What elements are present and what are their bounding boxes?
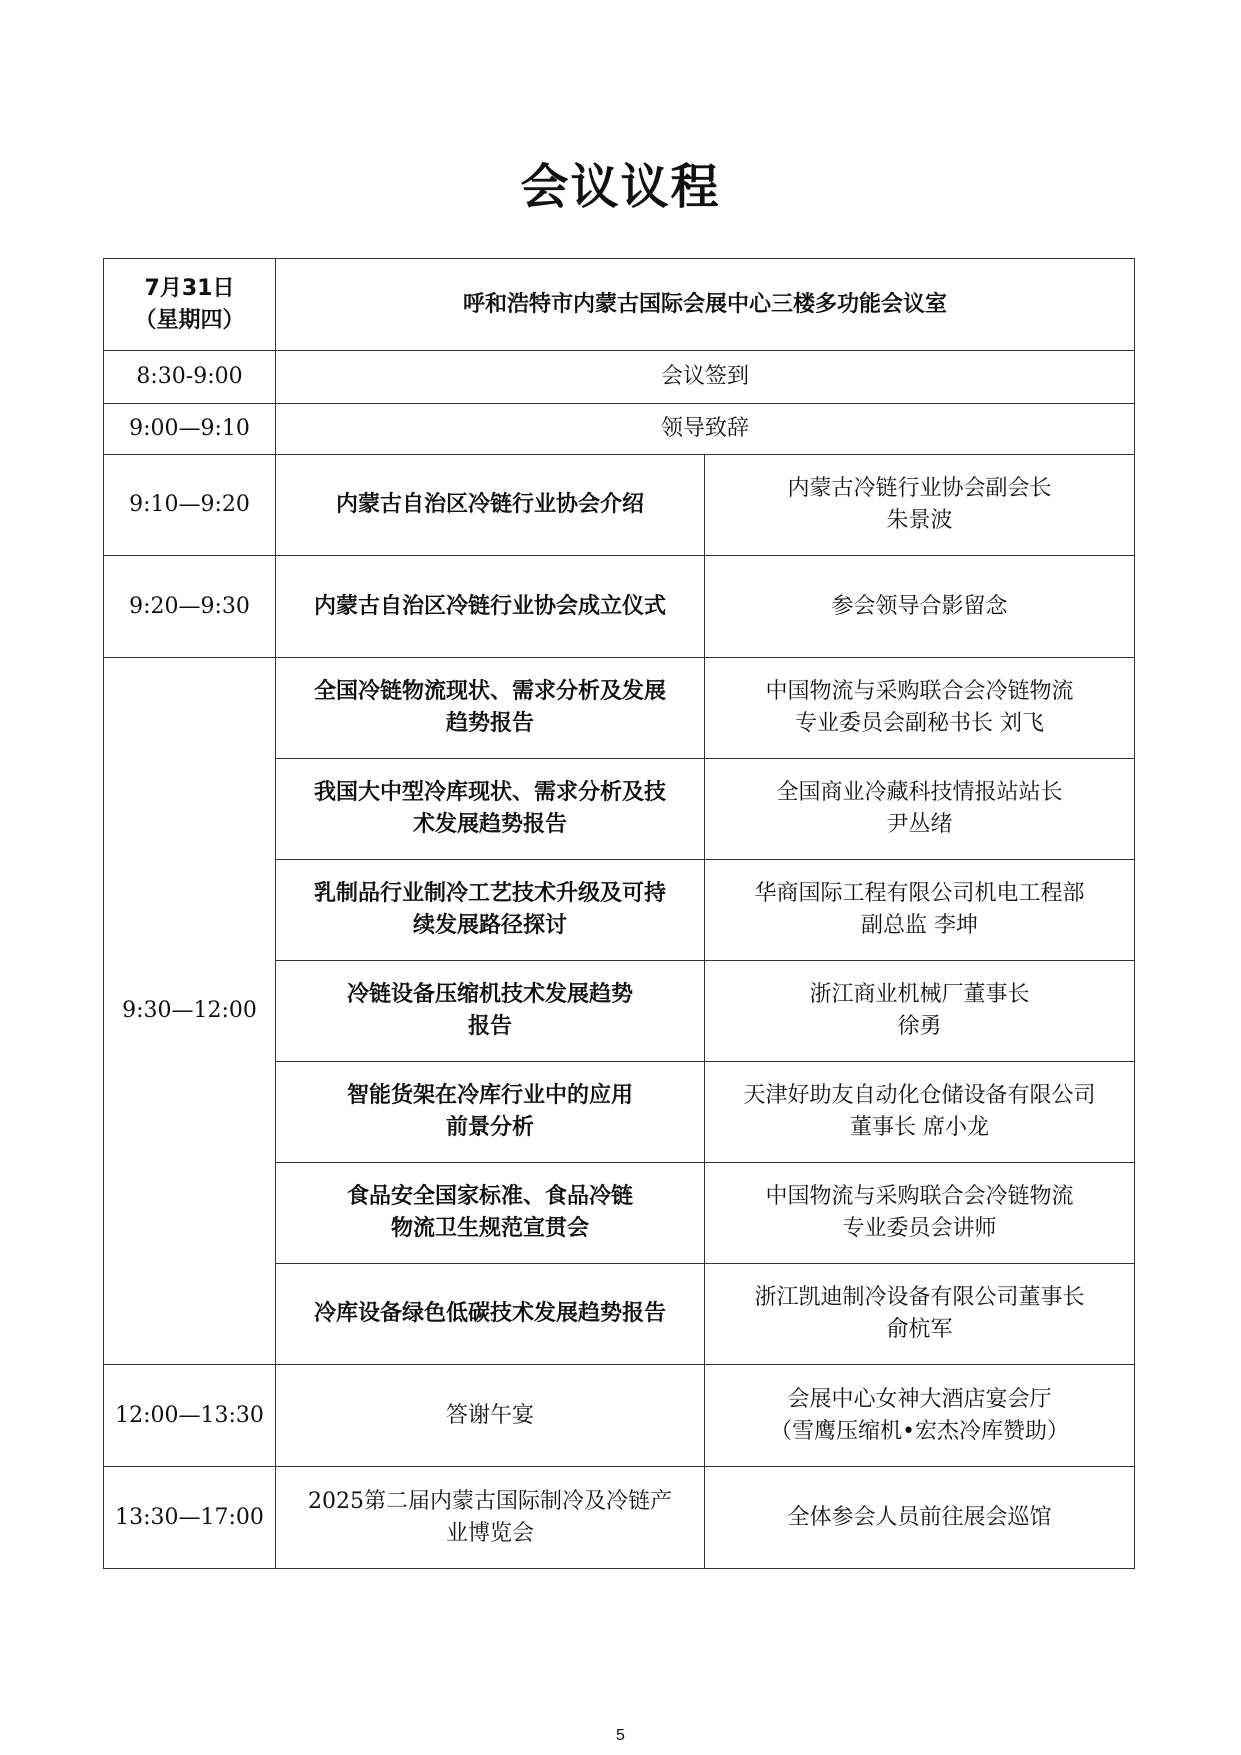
topic-cell <box>276 658 705 759</box>
table-header-row <box>104 259 1135 351</box>
speaker-cell <box>705 1163 1135 1264</box>
time-cell: 9:20—9:30 <box>104 556 276 658</box>
time-cell: 8:30-9:00 <box>104 351 276 404</box>
time-cell: 12:00—13:30 <box>104 1365 276 1467</box>
topic-line: 内蒙古自治区冷链行业协会成立仪式 <box>313 593 666 619</box>
table-row <box>104 404 1135 455</box>
topic-cell <box>276 759 705 860</box>
speaker-cell <box>705 1467 1135 1569</box>
speaker-line: 全国商业冷藏科技情报站站长 <box>776 780 1063 805</box>
topic-line: 续发展路径探讨 <box>412 913 567 938</box>
table-row <box>104 351 1135 404</box>
topic-line: 全国冷链物流现状、需求分析及发展 <box>313 679 666 704</box>
speaker-line: 徐勇 <box>897 1014 942 1039</box>
topic-cell <box>276 860 705 961</box>
speaker-cell <box>705 658 1135 759</box>
block-time-cell: 9:30—12:00 <box>104 658 276 1365</box>
topic-line: 智能货架在冷库行业中的应用 <box>346 1083 633 1108</box>
speaker-cell <box>705 860 1135 961</box>
table-row <box>104 658 1135 759</box>
topic-cell <box>276 1264 705 1365</box>
speaker-line: 浙江商业机械厂董事长 <box>809 982 1030 1007</box>
topic-cell <box>276 556 705 658</box>
speaker-cell <box>705 1365 1135 1467</box>
topic-line: 答谢午宴 <box>445 1402 534 1428</box>
speaker-line: 朱景波 <box>886 508 953 533</box>
venue-cell: 呼和浩特市内蒙古国际会展中心三楼多功能会议室 <box>276 259 1135 351</box>
content-cell: 领导致辞 <box>276 404 1135 455</box>
topic-line: 内蒙古自治区冷链行业协会介绍 <box>335 492 644 517</box>
speaker-line: 俞杭军 <box>886 1317 953 1342</box>
topic-line: 前景分析 <box>445 1115 534 1140</box>
speaker-cell <box>705 455 1135 556</box>
topic-line: 乳制品行业制冷工艺技术升级及可持 <box>313 881 666 906</box>
topic-line: 趋势报告 <box>445 711 534 736</box>
topic-cell <box>276 1163 705 1264</box>
speaker-line: 会展中心女神大酒店宴会厅 <box>787 1386 1052 1412</box>
date-cell <box>104 259 276 351</box>
speaker-cell <box>705 759 1135 860</box>
speaker-cell <box>705 1264 1135 1365</box>
speaker-line: 尹丛绪 <box>886 812 953 837</box>
table-row <box>104 556 1135 658</box>
speaker-line: 华商国际工程有限公司机电工程部 <box>754 881 1085 906</box>
page-number: 5 <box>616 1727 625 1744</box>
time-cell: 9:10—9:20 <box>104 455 276 556</box>
topic-cell <box>276 1365 705 1467</box>
table-row <box>104 1365 1135 1467</box>
topic-line: 2025第二届内蒙古国际制冷及冷链产 <box>308 1488 672 1514</box>
speaker-cell <box>705 961 1135 1062</box>
date-text: 7月31日 <box>144 275 235 301</box>
topic-line: 食品安全国家标准、食品冷链 <box>346 1184 633 1209</box>
topic-line: 冷链设备压缩机技术发展趋势 <box>346 982 633 1007</box>
topic-line: 报告 <box>467 1014 512 1039</box>
time-cell: 9:00—9:10 <box>104 404 276 455</box>
speaker-line: 全体参会人员前往展会巡馆 <box>787 1504 1052 1530</box>
weekday-text: （星期四） <box>134 307 245 333</box>
table-row <box>104 455 1135 556</box>
speaker-line: 参会领导合影留念 <box>831 593 1008 619</box>
speaker-line: 天津好助友自动化仓储设备有限公司 <box>743 1083 1096 1108</box>
speaker-line: 中国物流与采购联合会冷链物流 <box>765 1184 1074 1209</box>
table-row <box>104 1467 1135 1569</box>
agenda-table <box>103 258 1135 1569</box>
topic-cell <box>276 1467 705 1569</box>
speaker-line: （雪鹰压缩机•宏杰冷库赞助） <box>770 1418 1069 1444</box>
page-title: 会议议程 <box>520 159 721 215</box>
speaker-cell <box>705 1062 1135 1163</box>
speaker-line: 副总监 李坤 <box>861 913 978 938</box>
speaker-line: 董事长 席小龙 <box>850 1115 989 1140</box>
speaker-line: 专业委员会副秘书长 刘飞 <box>795 711 1044 736</box>
topic-line: 我国大中型冷库现状、需求分析及技 <box>313 780 666 805</box>
speaker-line: 浙江凯迪制冷设备有限公司董事长 <box>754 1285 1085 1310</box>
speaker-cell <box>705 556 1135 658</box>
topic-cell <box>276 961 705 1062</box>
topic-line: 术发展趋势报告 <box>412 812 567 837</box>
topic-line: 物流卫生规范宣贯会 <box>390 1216 589 1241</box>
topic-line: 业博览会 <box>445 1520 534 1546</box>
content-cell: 会议签到 <box>276 351 1135 404</box>
speaker-line: 中国物流与采购联合会冷链物流 <box>765 679 1074 704</box>
topic-line: 冷库设备绿色低碳技术发展趋势报告 <box>313 1301 666 1326</box>
speaker-line: 专业委员会讲师 <box>842 1216 997 1241</box>
topic-cell <box>276 1062 705 1163</box>
topic-cell <box>276 455 705 556</box>
time-cell: 13:30—17:00 <box>104 1467 276 1569</box>
speaker-line: 内蒙古冷链行业协会副会长 <box>787 476 1052 501</box>
